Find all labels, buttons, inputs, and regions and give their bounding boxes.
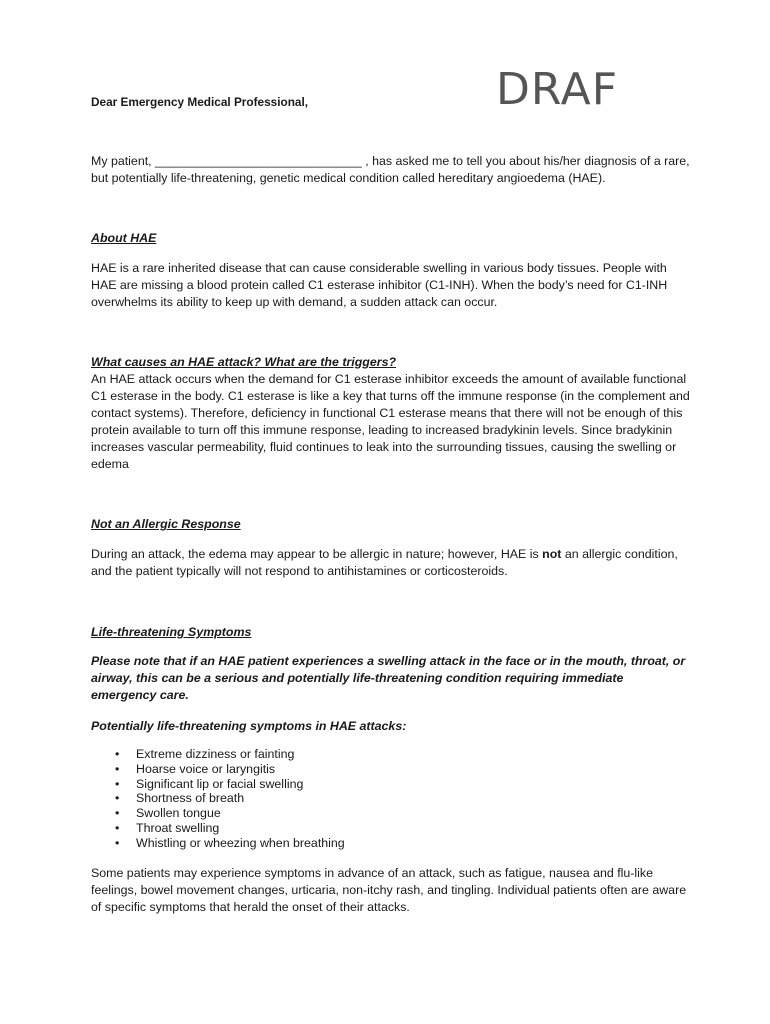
closing-paragraph: Some patients may experience symptoms in advance of an attack, such as fatigue, nausea and flu-like feelings, bowel movement changes, urticaria, non-itchy rash, and tingling. Individual patients often are aware of specific symptoms that herald the onset of their attacks. xyxy=(91,866,687,914)
bullet-icon: • xyxy=(115,820,120,835)
about-hae-heading: About HAE xyxy=(91,231,157,245)
list-item: • Shortness of breath xyxy=(115,791,245,806)
symptoms-heading: Life-threatening Symptoms xyxy=(91,625,252,639)
symptoms-list xyxy=(91,747,696,851)
causes-paragraph: An HAE attack occurs when the demand for C1 esterase inhibitor exceeds the amount of available functional C1 esterase in the body. C1 esterase is like a key that turns off the immune response (in the complement and contact systems). Therefore, deficiency in functional C1 esterase means that there will not be enough of this protein available to turn off this immune response, leading to increased bradykinin levels. Since bradykinin increases vascular permeability, fluid continues to leak into the surrounding tissues, causing the swelling or edema xyxy=(91,372,690,471)
list-item: • Whistling or wheezing when breathing xyxy=(115,835,345,850)
bullet-icon: • xyxy=(115,747,120,761)
list-item: • Extreme dizziness or fainting xyxy=(115,747,295,761)
intro-paragraph: My patient, ______________________________ , has asked me to tell you about his/her diagnosis of a rare, but potentially life-threatening, genetic medical condition called hereditary angioedema (HAE). xyxy=(91,154,690,185)
about-hae-paragraph: HAE is a rare inherited disease that can cause considerable swelling in various body tissues. People with HAE are missing a blood protein called C1 esterase inhibitor (C1-INH). When the body’s need for C1-INH overwhelms its ability to keep up with demand, a sudden attack can occur. xyxy=(91,261,668,309)
allergic-text-pre: During an attack, the edema may appear to be allergic in nature; however, HAE is xyxy=(91,547,543,561)
allergic-text-post: an allergic condition, and the patient typically will not respond to antihistamines or corticosteroids. xyxy=(91,547,678,578)
list-item: • Hoarse voice or laryngitis xyxy=(115,761,276,776)
bullet-icon: • xyxy=(115,835,120,850)
allergic-heading: Not an Allergic Response xyxy=(91,517,241,531)
list-item: • Throat swelling xyxy=(115,820,220,835)
list-item: • Significant lip or facial swelling xyxy=(115,776,304,791)
bullet-icon: • xyxy=(115,761,120,776)
causes-heading: What causes an HAE attack? What are the triggers? xyxy=(91,355,397,369)
bullet-icon: • xyxy=(115,791,120,806)
draft-watermark: DRAF xyxy=(496,64,619,115)
emergency-warning: Please note that if an HAE patient experiences a swelling attack in the face or in the mouth, throat, or airway, this can be a serious and potentially life-threatening condition requiring immediate emergency care. xyxy=(91,654,686,702)
bullet-icon: • xyxy=(115,806,120,821)
salutation: Dear Emergency Medical Professional, xyxy=(91,95,309,109)
allergic-paragraph xyxy=(91,546,691,580)
bullet-icon: • xyxy=(115,776,120,791)
allergic-text-emphasis: not xyxy=(542,547,562,561)
symptoms-list-title: Potentially life-threatening symptoms in HAE attacks: xyxy=(91,719,407,733)
list-item: • Swollen tongue xyxy=(115,806,221,821)
